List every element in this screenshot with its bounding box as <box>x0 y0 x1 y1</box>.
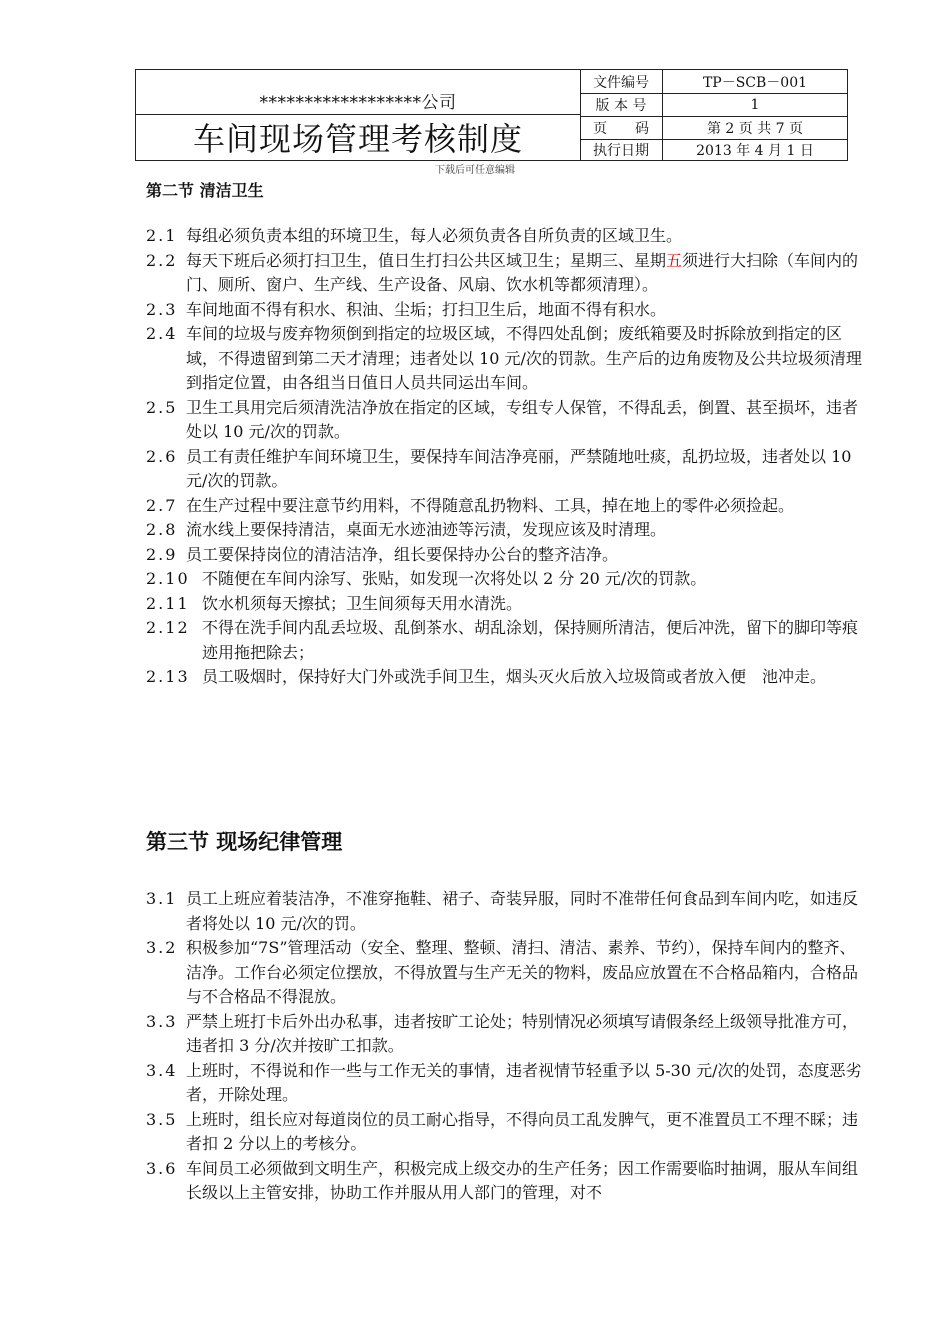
list-item: 2.11 饮水机须每天擦拭；卫生间须每天用水清洗。 <box>146 593 523 613</box>
list-item: 3.5 上班时，组长应对每道岗位的员工耐心指导，不得向员工乱发脾气，更不准置员工不理不睬；违者扣 2 分以上的考核分。 <box>146 1109 859 1153</box>
section-3-list <box>146 887 866 1206</box>
field-label-version: 版 本 号 <box>595 97 647 114</box>
field-value-page: 第 2 页 共 7 页 <box>706 120 804 137</box>
field-value-version: 1 <box>750 96 760 113</box>
list-item: 3.4 上班时，不得说和作一些与工作无关的事情，违者视情节轻重予以 5-30 元/次的处罚，态度恶劣者，开除处理。 <box>146 1060 862 1104</box>
list-item: 2.13 员工吸烟时，保持好大门外或洗手间卫生，烟头灭火后放入垃圾筒或者放入便 池冲走。 <box>146 667 827 686</box>
list-item: 2.9 员工要保持岗位的清洁洁净，组长要保持办公台的整齐洁净。 <box>146 544 619 564</box>
highlight-text: 五 <box>666 250 683 270</box>
list-item: 3.1 员工上班应着装洁净，不准穿拖鞋、裙子、奇装异服，同时不准带任何食品到车间内吃，如违反者将处以 10 元/次的罚。 <box>146 889 859 933</box>
section-2-title: 第二节 清洁卫生 <box>146 181 264 200</box>
list-item: 3.2 积极参加“7S”管理活动（安全、整理、整顿、清扫、清洁、素养、节约），保持车间内的整齐、洁净。工作台必须定位摆放，不得放置与生产无关的物料，废品应放置在不合格品箱内，合格品与不合格品不得混放。 <box>146 938 859 1006</box>
list-item: 3.6 车间员工必须做到文明生产，积极完成上级交办的生产任务；因工作需要临时抽调，服从车间组长级以上主管安排，协助工作并服从用人部门的管理，对不 <box>146 1158 859 1202</box>
list-item: 2.4 车间的垃圾与废弃物须倒到指定的垃圾区域，不得四处乱倒；废纸箱要及时拆除放到指定的区域，不得遗留到第二天才清理；违者处以 10 元/次的罚款。生产后的边角废物及公共垃圾须清理到指定位置，由各组当日值日人员共同运出车间。 <box>146 324 862 392</box>
list-item: 2.12 不得在洗手间内乱丢垃圾、乱倒茶水、胡乱涂划，保持厕所清洁，便后冲洗，留下的脚印等痕迹用拖把除去； <box>146 618 859 662</box>
document-title: 车间现场管理考核制度 <box>192 120 523 158</box>
list-item: 2.3 车间地面不得有积水、积油、尘垢；打扫卫生后，地面不得有积水。 <box>146 299 667 319</box>
field-label-date: 执行日期 <box>593 143 649 159</box>
company-name: ******************公司 <box>259 93 457 113</box>
list-item: 2.1 每组必须负责本组的环境卫生，每人必须负责各自所负责的区域卫生。 <box>146 226 683 245</box>
edit-note: 下载后可任意编辑 <box>435 165 515 176</box>
field-value-date: 2013 年 4 月 1 日 <box>696 143 814 159</box>
list-item: 2.10 不随便在车间内涂写、张贴，如发现一次将处以 2 分 20 元/次的罚款。 <box>146 569 707 588</box>
list-item: 2.2 每天下班后必须打扫卫生，值日生打扫公共区域卫生；星期三、星期五须进行大扫除（车间内的门、厕所、窗户、生产线、生产设备、风扇、饮水机等都须清理）。 <box>146 250 859 294</box>
field-label-page: 页 码 <box>593 120 649 137</box>
list-item: 2.8 流水线上要保持清洁，桌面无水迹油迹等污渍，发现应该及时清理。 <box>146 520 667 539</box>
header-table <box>135 69 848 161</box>
list-item: 2.5 卫生工具用完后须清洗洁净放在指定的区域，专组专人保管，不得乱丢，倒置、甚至损坏，违者处以 10 元/次的罚款。 <box>146 397 859 441</box>
section-2-list <box>146 224 866 690</box>
list-item: 3.3 严禁上班打卡后外出办私事，违者按旷工论处；特别情况必须填写请假条经上级领导批准方可，违者扣 3 分/次并按旷工扣款。 <box>146 1011 859 1055</box>
field-value-doc-no: TP－SCB－001 <box>702 74 808 91</box>
list-item: 2.6 员工有责任维护车间环境卫生，要保持车间洁净亮丽，严禁随地吐痰，乱扔垃圾，违者处以 10 元/次的罚款。 <box>146 446 852 490</box>
list-item: 2.7 在生产过程中要注意节约用料，不得随意乱扔物料、工具，掉在地上的零件必须捡起。 <box>146 495 795 515</box>
field-label-doc-no: 文件编号 <box>593 74 649 91</box>
section-3-title: 第三节 现场纪律管理 <box>146 830 343 854</box>
